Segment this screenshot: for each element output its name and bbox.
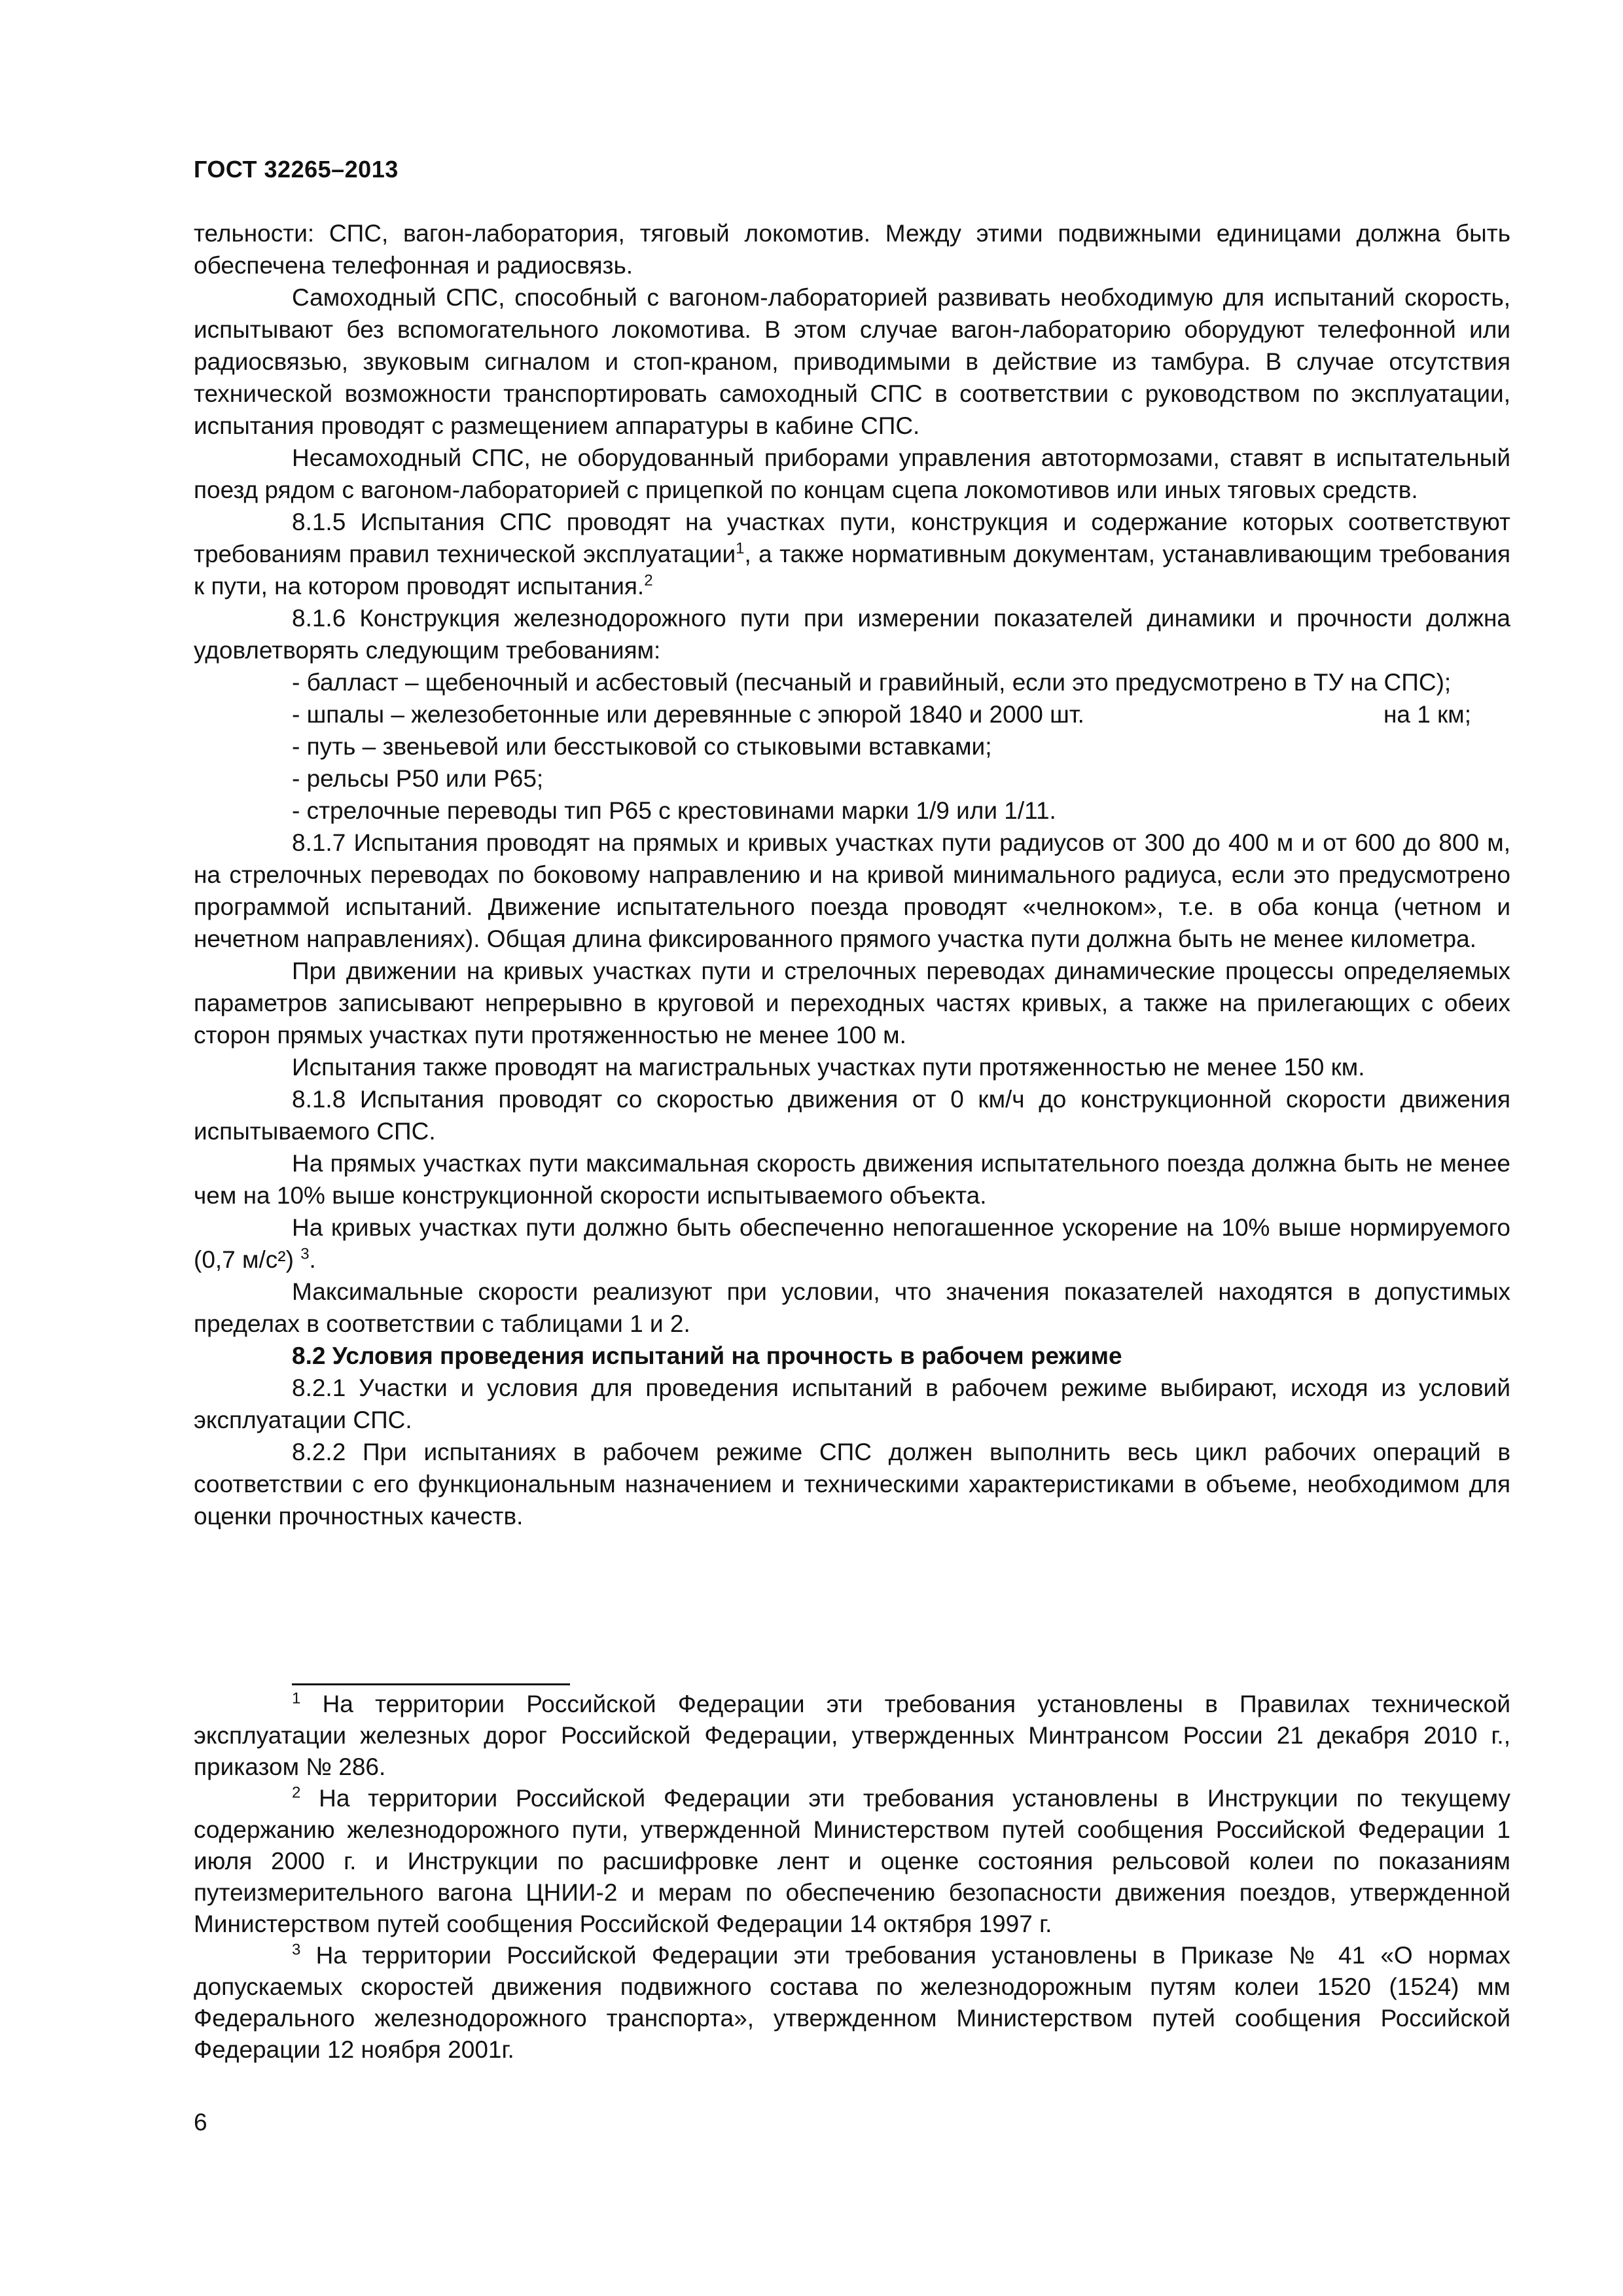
footnote-mark: 3	[292, 1941, 301, 1959]
paragraph-max-speed: На прямых участках пути максимальная скорость движения испытательного поезда должна быть не менее чем на 10% выше конструкционной скорости испытываемого объекта.	[194, 1150, 1510, 1209]
document-page	[194, 0, 1510, 2296]
footnote-1	[194, 1689, 1510, 1783]
list-item-switches: - стрелочные переводы тип Р65 с крестовинами марки 1/9 или 1/11.	[292, 797, 1056, 824]
footnote-2	[194, 1783, 1510, 1940]
paragraph-8-1-5	[194, 506, 1510, 602]
paragraph-non-self-propelled: Несамоходный СПС, не оборудованный приборами управления автотормозами, ставят в испытательный поезд рядом с вагоном-лабораторией с прицепкой по концам сцепа локомотивов или иных тяговых средств.	[194, 444, 1510, 503]
text-fragment: 8.1.5 Испытания СПС проводят на участках пути, конструкция и содержание которых соответствуют требованиям правил технической эксплуатации	[194, 509, 1510, 567]
document-header: ГОСТ 32265–2013	[194, 156, 399, 183]
footnote-3	[194, 1940, 1510, 2066]
list-item-sleepers	[194, 698, 1510, 730]
text-fragment: На кривых участках пути должно быть обеспеченно непогашенное ускорение на 10% выше нормируемого (0,7 м/с²)	[194, 1214, 1510, 1273]
paragraph-8-1-8: 8.1.8 Испытания проводят со скоростью движения от 0 км/ч до конструкционной скорости движения испытываемого СПС.	[194, 1086, 1510, 1145]
section-heading-8-2: 8.2 Условия проведения испытаний на прочность в рабочем режиме	[292, 1342, 1122, 1369]
paragraph-continuation: тельности: СПС, вагон-лаборатория, тяговый локомотив. Между этими подвижными единицами должна быть обеспечена телефонная и радиосвязь.	[194, 220, 1510, 279]
text-fragment: на 1 км;	[1383, 701, 1471, 728]
text-fragment: - шпалы – железобетонные или деревянные с эпюрой 1840 и 2000 шт.	[292, 701, 1084, 728]
paragraph-curves: При движении на кривых участках пути и стрелочных переводах динамические процессы определяемых параметров записывают непрерывно в круговой и переходных частях кривых, а также на прилегающих с обеих сторон прямых участках пути протяженностью не менее 100 м.	[194, 958, 1510, 1049]
list-item-ballast: - балласт – щебеночный и асбестовый (песчаный и гравийный, если это предусмотрено в ТУ на СПС);	[292, 669, 1452, 696]
footnote-mark: 1	[292, 1689, 301, 1708]
document-body	[194, 217, 1510, 1532]
paragraph-limits: Максимальные скорости реализуют при условии, что значения показателей находятся в допустимых пределах в соответствии с таблицами 1 и 2.	[194, 1278, 1510, 1337]
paragraph-8-1-6: 8.1.6 Конструкция железнодорожного пути при измерении показателей динамики и прочности должна удовлетворять следующим требованиям:	[194, 605, 1510, 664]
footnote-ref-1: 1	[736, 539, 745, 558]
page-number: 6	[194, 2109, 207, 2136]
paragraph-self-propelled: Самоходный СПС, способный с вагоном-лабораторией развивать необходимую для испытаний скорость, испытывают без вспомогательного локомотива. В этом случае вагон-лабораторию оборудуют телефонной или радиосвязью, звуковым сигналом и стоп-краном, приводимыми в действие из тамбура. В случае отсутствия технической возможности транспортировать самоходный СПС в соответствии с руководством по эксплуатации, испытания проводят с размещением аппаратуры в кабине СПС.	[194, 284, 1510, 439]
footnote-text: На территории Российской Федерации эти требования установлены в Правилах технической эксплуатации железных дорог Российской Федерации, утвержденных Минтрансом России 21 декабря 2010 г., приказом № 286.	[194, 1691, 1511, 1780]
footnotes	[194, 1689, 1510, 2066]
list-item-rails: - рельсы Р50 или Р65;	[292, 765, 544, 792]
paragraph-8-2-1: 8.2.1 Участки и условия для проведения испытаний в рабочем режиме выбирают, исходя из условий эксплуатации СПС.	[194, 1374, 1510, 1433]
paragraph-acceleration	[194, 1211, 1510, 1276]
footnote-text: На территории Российской Федерации эти требования установлены в Инструкции по текущему содержанию железнодорожного пути, утвержденной Министерством путей сообщения Российской Федерации 1 июля 2000 г. и Инструкции по расшифровке лент и оценке состояния рельсовой колеи по показаниям путеизмерительного вагона ЦНИИ-2 и мерам по обеспечению безопасности движения поездов, утвержденной Министерством путей сообщения Российской Федерации 14 октября 1997 г.	[194, 1785, 1510, 1937]
footnote-mark: 2	[292, 1784, 301, 1802]
paragraph-8-1-7: 8.1.7 Испытания проводят на прямых и кривых участках пути радиусов от 300 до 400 м и от 600 до 800 м, на стрелочных переводах по боковому направлению и на кривой минимального радиуса, если это предусмотрено программой испытаний. Движение испытательного поезда проводят «челноком», т.е. в оба конца (четном и нечетном направлениях). Общая длина фиксированного прямого участка пути должна быть не менее километра.	[194, 829, 1510, 952]
paragraph-mainline: Испытания также проводят на магистральных участках пути протяженностью не менее 150 км.	[292, 1054, 1365, 1081]
footnote-divider	[292, 1683, 570, 1685]
footnote-ref-2: 2	[644, 571, 653, 590]
list-item-track: - путь – звеньевой или бесстыковой со стыковыми вставками;	[292, 733, 992, 760]
text-fragment: , а также нормативным документам, устанавливающим требования к пути, на котором проводят испытания.	[194, 541, 1511, 600]
footnote-ref-3: 3	[300, 1245, 310, 1263]
footnote-text: На территории Российской Федерации эти требования установлены в Приказе № 41 «О нормах допускаемых скоростей движения подвижного состава по железнодорожным путям колеи 1520 (1524) мм Федерального железнодорожного транспорта», утвержденном Министерством путей сообщения Российской Федерации 12 ноября 2001г.	[194, 1942, 1511, 2063]
paragraph-8-2-2: 8.2.2 При испытаниях в рабочем режиме СПС должен выполнить весь цикл рабочих операций в соответствии с его функциональным назначением и техническими характеристиками в объеме, необходимом для оценки прочностных качеств.	[194, 1439, 1510, 1530]
text-fragment: .	[309, 1246, 316, 1273]
